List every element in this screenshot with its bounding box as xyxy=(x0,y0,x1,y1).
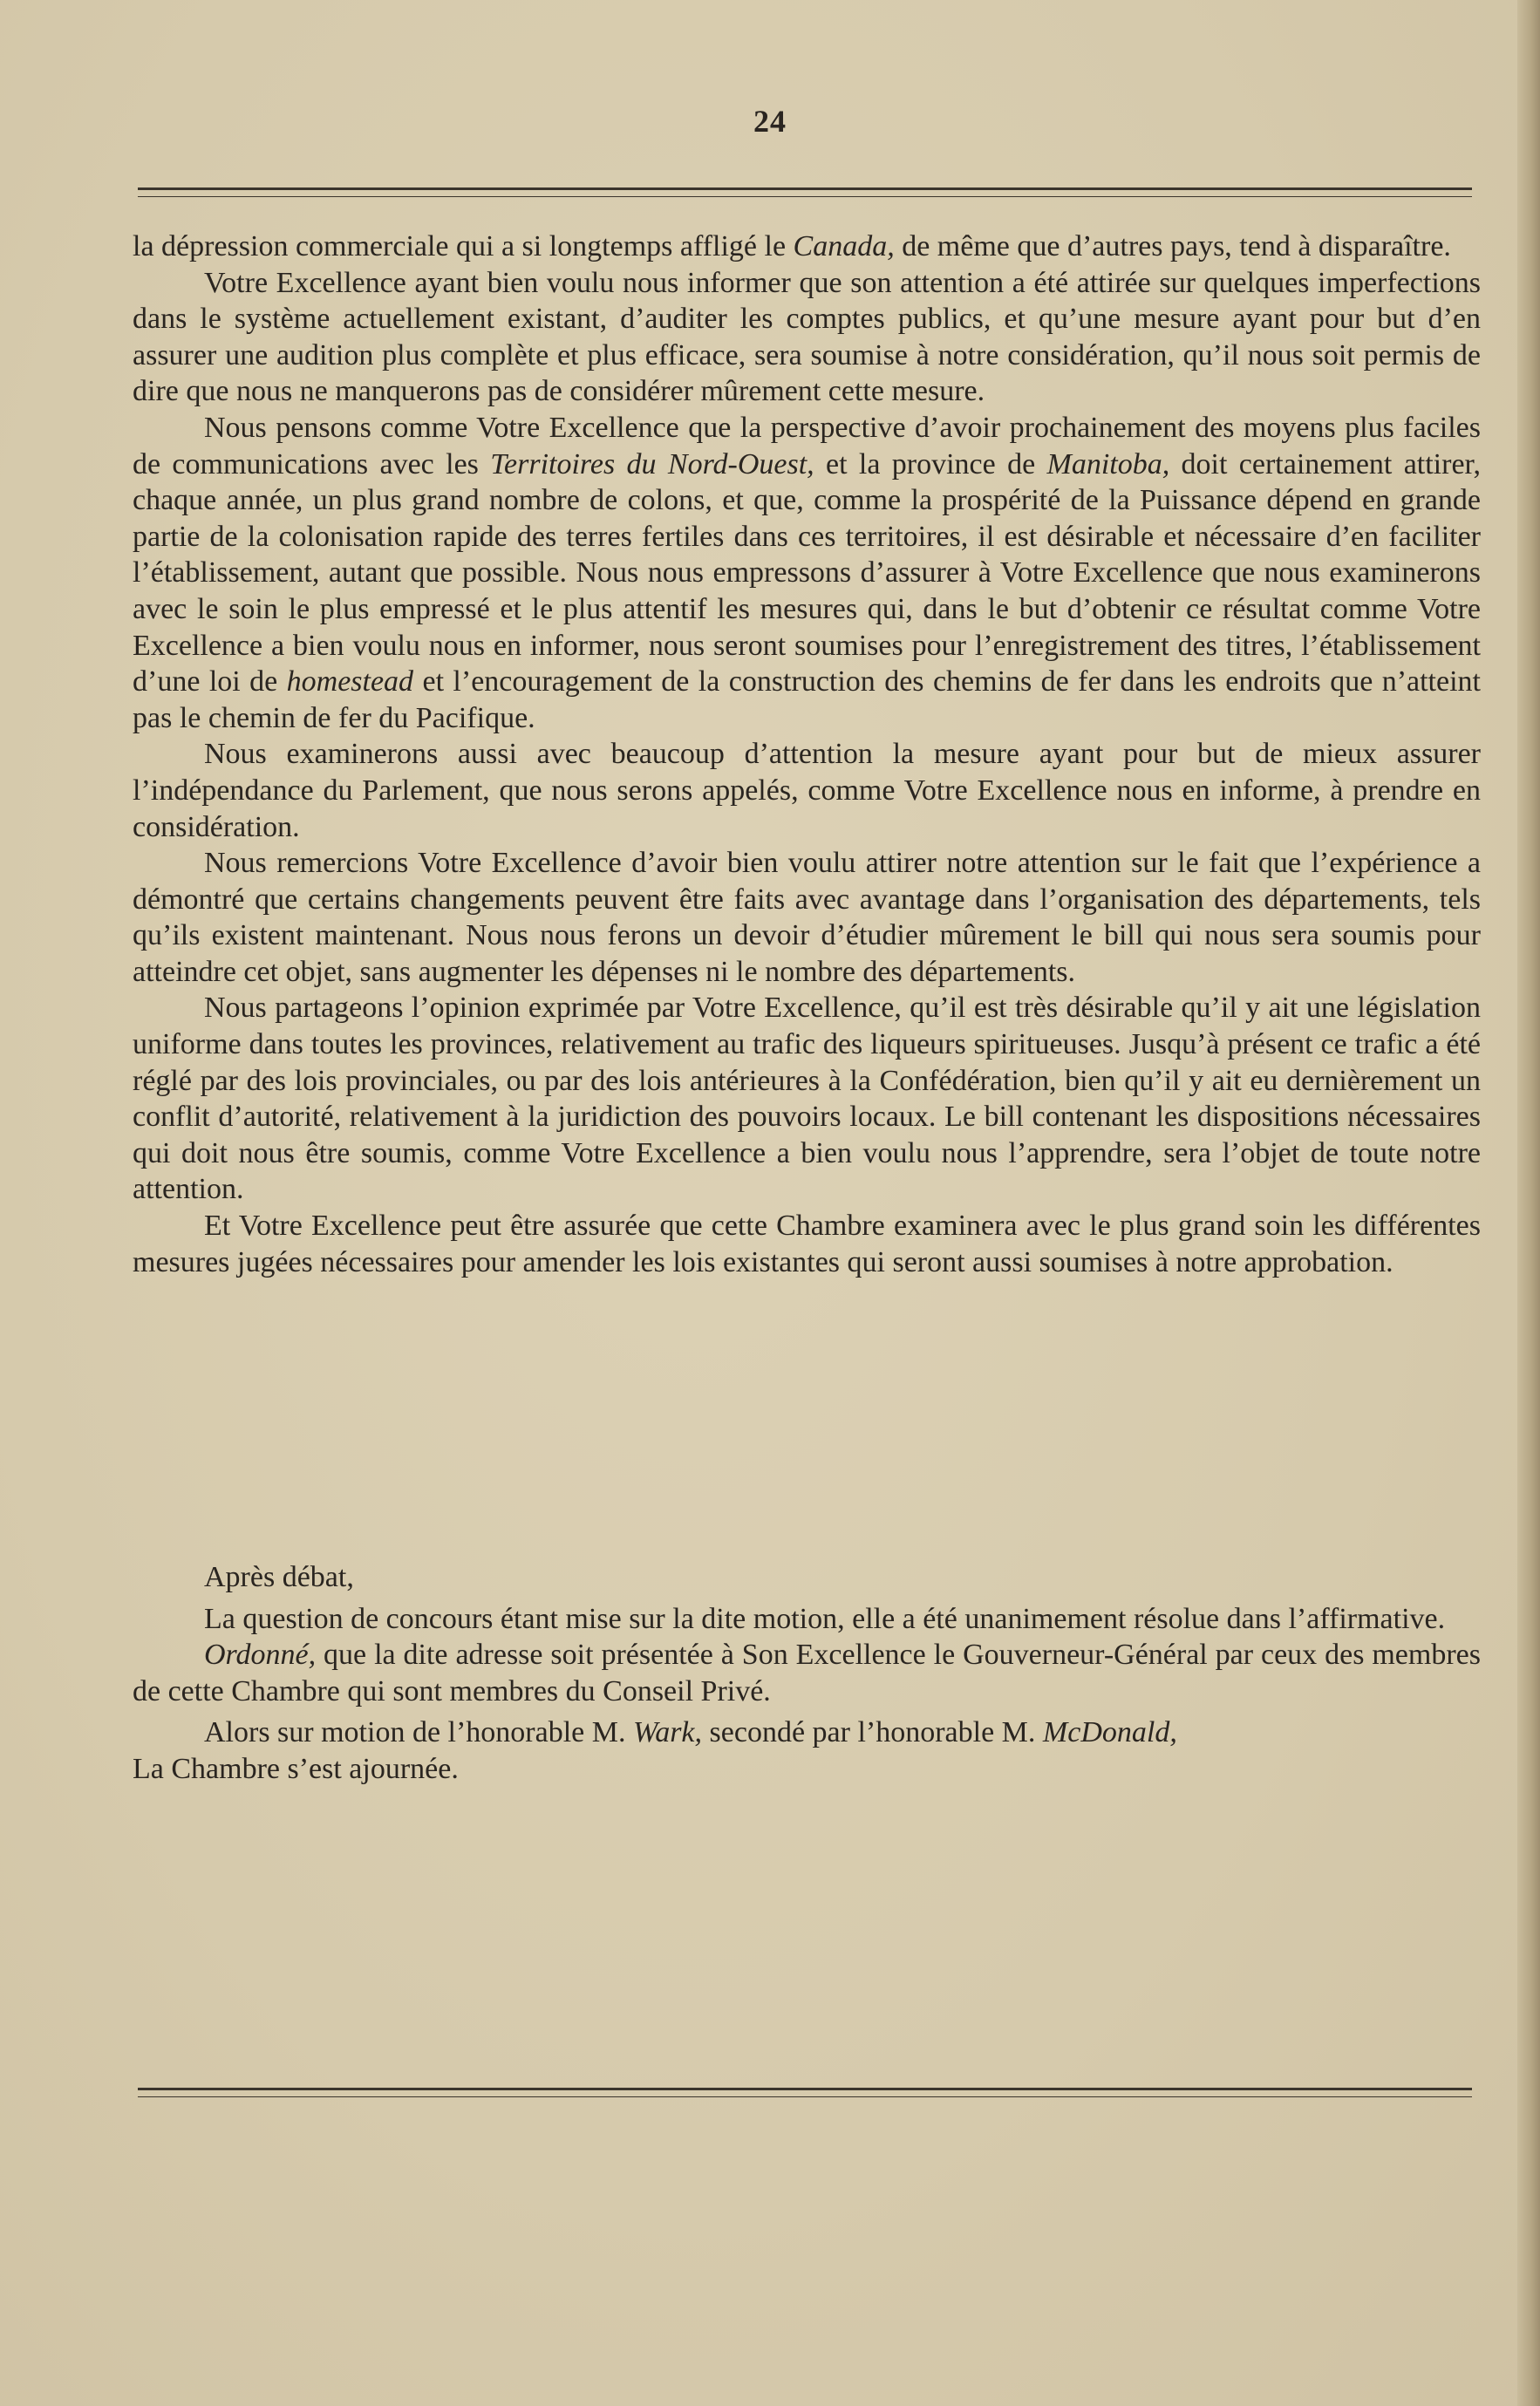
body-text xyxy=(133,228,1481,1280)
text-run: la dépression commerciale qui a si longtemps affligé le xyxy=(133,230,794,262)
motion-name-1: Wark, xyxy=(633,1716,703,1749)
body-paragraph xyxy=(133,736,1481,845)
apres-debat-line: Après débat, xyxy=(204,1561,354,1593)
page-number: 24 xyxy=(753,104,787,139)
body-paragraph xyxy=(133,265,1481,410)
text-run: Nous examinerons aussi avec beaucoup d’attention la mesure ayant pour but de mieux assurer l’indépendance du Parlement, que nous serons appelés, comme Votre Excellence nous en informe, à prendre en considération. xyxy=(133,738,1481,843)
motion-paragraph xyxy=(133,1714,1481,1751)
italic-text: Manitoba, xyxy=(1046,447,1170,481)
italic-text: homestead xyxy=(286,665,414,699)
bottom-rule xyxy=(138,2088,1472,2097)
motion-name-2: McDonald, xyxy=(1042,1716,1177,1749)
text-run: Nous remercions Votre Excellence d’avoir bien voulu attirer notre attention sur le fait que l’expérience a démontré que certains changements peuvent être faits avec avantage dans l’organisation des départements, tels qu’ils existent maintenant. Nous nous ferons un devoir d’étudier mûrement le bill qui nous sera soumis pour atteindre cet objet, sans augmenter les dépenses ni le nombre des départements. xyxy=(133,847,1481,988)
text-run: doit certainement attirer, chaque année, un plus grand nombre de colons, et que, comme la prospérité de la Puissance dépend en grande partie de la colonisation rapide des terres fertiles dans ces territoires, il est désirable et nécessaire d’en faciliter l’établissement, autant que possible. Nous nous empressons d’assurer à Votre Excellence que nous examinerons avec le soin le plus empressé et le plus attentif les mesures qui, dans le but d’obtenir ce résultat comme Votre Excellence a bien voulu nous en informer, nous seront soumises pour l’enregistrement des titres, l’établissement d’une loi de xyxy=(133,447,1481,699)
body-paragraph xyxy=(133,410,1481,736)
question-paragraph: La question de concours étant mise sur la dite motion, elle a été unanimement résolue dans l’affirmative. xyxy=(204,1602,1446,1635)
ordonne-paragraph xyxy=(133,1637,1481,1709)
top-rule xyxy=(138,187,1472,197)
body-paragraph xyxy=(133,1208,1481,1280)
closing-section xyxy=(133,1559,1481,1788)
text-run: Nous partageons l’opinion exprimée par Votre Excellence, qu’il est très désirable qu’il y ait une législation uniforme dans toutes les provinces, relativement au trafic des liqueurs spiritueuses. Jusqu’à présent ce trafic a été réglé par des lois provinciales, ou par des lois antérieures à la Confédération, bien qu’il y ait eu dernièrement un conflit d’autorité, relativement à la juridiction des pouvoirs locaux. Le bill contenant les dispositions nécessaires qui doit nous être soumis, comme Votre Excellence a bien voulu nous l’apprendre, sera l’objet de toute notre attention. xyxy=(133,992,1481,1206)
text-run: Nous pensons comme Votre Excellence que la perspective d’avoir prochainement des moyens plus faciles de communications avec les xyxy=(133,411,1481,481)
text-run: et la province de xyxy=(814,447,1047,481)
ordonne-text: que la dite adresse soit présentée à Son Excellence le Gouverneur-Général par ceux des membres de cette Chambre qui sont membres du Conseil Privé. xyxy=(133,1639,1481,1707)
page-edge xyxy=(1517,0,1540,2406)
italic-text: Canada, xyxy=(793,230,895,262)
text-run: de même que d’autres pays, tend à disparaître. xyxy=(894,230,1451,262)
body-paragraph xyxy=(133,845,1481,990)
body-paragraph xyxy=(133,990,1481,1208)
text-run: Votre Excellence ayant bien voulu nous informer que son attention a été attirée sur quelques imperfections dans le système actuellement existant, d’auditer les comptes publics, et qu’une mesure ayant pour but d’en assurer une audition plus complète et plus efficace, sera soumise à notre considération, qu’il nous soit permis de dire que nous ne manquerons pas de considérer mûrement cette mesure. xyxy=(133,266,1481,408)
italic-text: Territoires du Nord-Ouest, xyxy=(490,447,814,481)
ordonne-label: Ordonné, xyxy=(204,1639,317,1672)
motion-text-2: secondé par l’honorable M. xyxy=(702,1716,1043,1749)
body-paragraph xyxy=(133,228,1481,265)
motion-text-1: Alors sur motion de l’honorable M. xyxy=(204,1716,633,1749)
adjournment-line: La Chambre s’est ajournée. xyxy=(133,1752,459,1785)
text-run: Et Votre Excellence peut être assurée que cette Chambre examinera avec le plus grand soin les différentes mesures jugées nécessaires pour amender les lois existantes qui seront aussi soumises à notre approbation. xyxy=(133,1210,1481,1278)
text-run: et l’encouragement de la construction des chemins de fer dans les endroits que n’atteint pas le chemin de fer du Pacifique. xyxy=(133,665,1481,734)
